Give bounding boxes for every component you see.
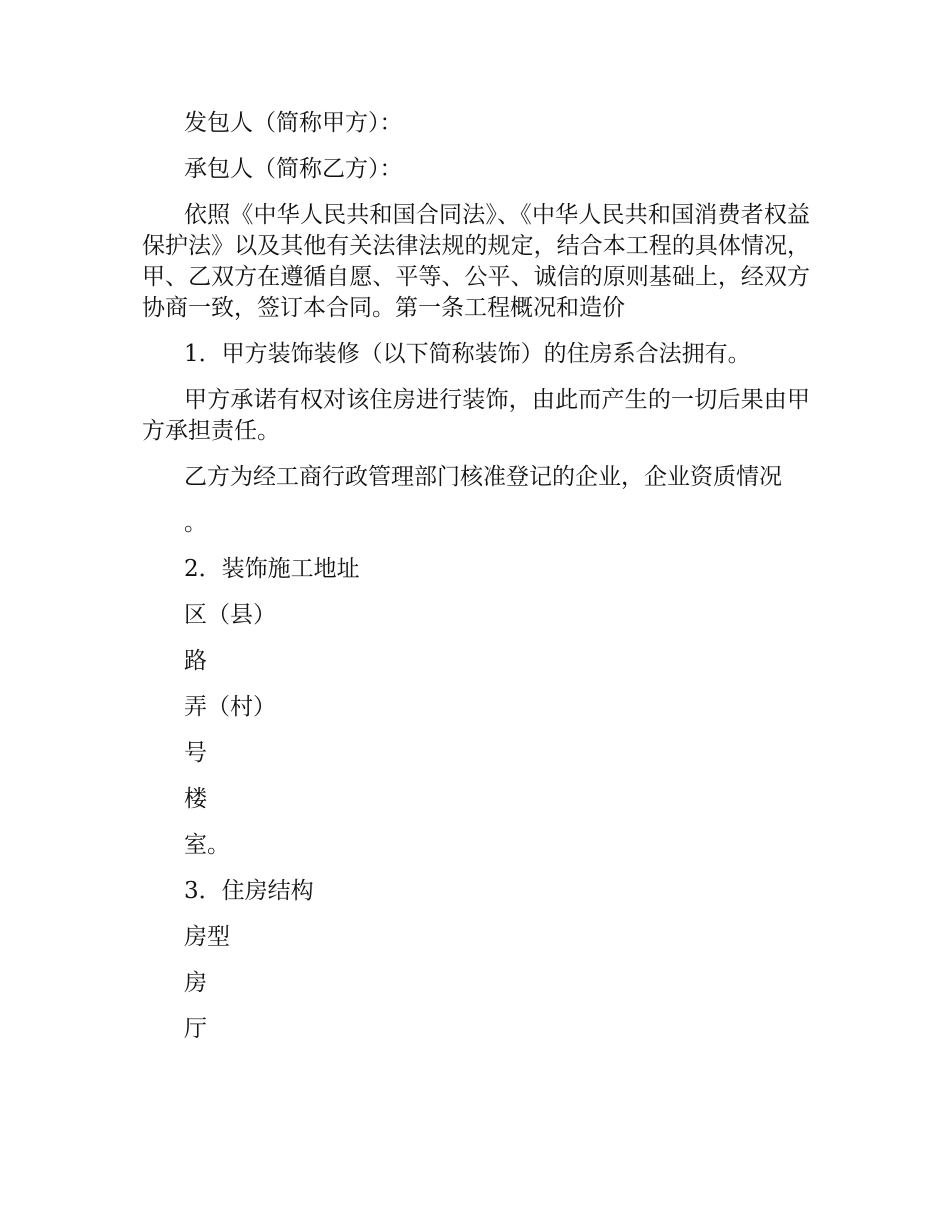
qualification-end-mark: 。 [184, 510, 207, 536]
document-body [142, 108, 810, 1060]
party-b-line: 承包人（简称乙方）： [184, 156, 403, 182]
clause-1-ownership: 1．甲方装饰装修（以下简称装饰）的住房系合法拥有。 [184, 341, 751, 367]
party-b-qualification: 乙方为经工商行政管理部门核准登记的企业，企业资质情况 [184, 464, 782, 490]
address-road: 路 [184, 648, 207, 674]
address-building: 楼 [184, 786, 207, 812]
clause-2-address-heading: 2．装饰施工地址 [184, 556, 360, 582]
clause-3-structure-heading: 3．住房结构 [184, 878, 314, 904]
party-a-line: 发包人（简称甲方）： [184, 110, 403, 136]
address-room: 室。 [184, 832, 230, 858]
address-number: 号 [184, 740, 207, 766]
structure-type: 房型 [184, 924, 230, 950]
address-lane: 弄（村） [184, 694, 276, 720]
structure-rooms: 房 [184, 970, 207, 996]
address-district: 区（县） [184, 602, 276, 628]
legal-basis-paragraph: 依照《中华人民共和国合同法》、《中华人民共和国消费者权益保护法》以及其他有关法律法规的规定，结合本工程的具体情况，甲、乙双方在遵循自愿、平等、公平、诚信的原则基础上，经双方协商一致，签订本合同。第一条工程概况和造价 [142, 202, 810, 321]
party-a-commitment: 甲方承诺有权对该住房进行装饰，由此而产生的一切后果由甲方承担责任。 [142, 387, 810, 444]
structure-halls: 厅 [184, 1016, 207, 1042]
